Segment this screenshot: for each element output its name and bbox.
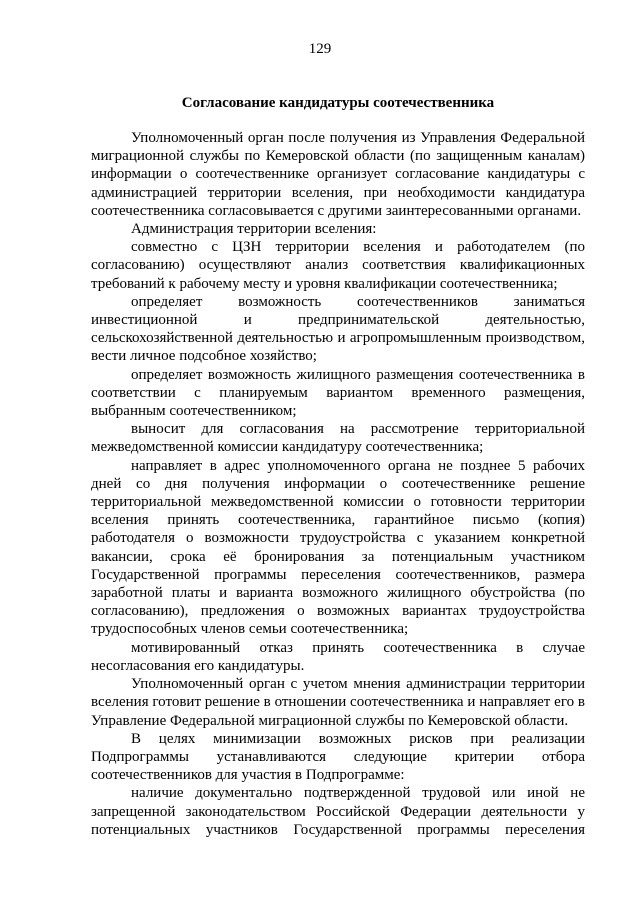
section-title: Согласование кандидатуры соотечественника [181, 95, 495, 111]
paragraph: Администрация территории вселения: [131, 221, 377, 238]
body-text [91, 129, 585, 839]
paragraph: Уполномоченный орган после получения из Управления Федеральной миграционной службы по Кемеровской области (по защищенным каналам) информации о соотечественнике организует согласование кандидатуры с администрацией территории вселения, при необходимости кандидатура соотечественника согласовывается с другими заинтересованными органами. [91, 130, 585, 219]
paragraph: определяет возможность жилищного размещения соотечественника в соответствии с планируемым вариантом временного размещения, выбранным соотечественником; [91, 366, 585, 420]
paragraph: В целях минимизации возможных рисков при реализации Подпрограммы устанавливаются следующие критерии отбора соотечественников для участия в Подпрограмме: [91, 730, 585, 784]
paragraph: выносит для согласования на рассмотрение территориальной межведомственной комиссии кандидатуру соотечественника; [91, 421, 585, 456]
paragraph: направляет в адрес уполномоченного органа не позднее 5 рабочих дней со дня получения информации о соотечественнике решение территориальной межведомственной комиссии о готовности территории вселения принять соотечественника, гарантийное письмо (копия) работодателя о возможности трудоустройства с указанием конкретной вакансии, срока её бронирования за потенциальным участником Государственной программы переселения соотечественников, размера заработной платы и варианта возможного жилищного обустройства (по согласованию), предложения о возможных вариантах трудоустройства трудоспособных членов семьи соотечественника; [91, 457, 585, 638]
paragraph: определяет возможность соотечественников заниматься инвестиционной и предпринимательской деятельностью, сельскохозяйственной деятельностью и агропромышленным производством, вести личное подсобное хозяйство; [91, 293, 585, 365]
paragraph: мотивированный отказ принять соотечественника в случае несогласования его кандидатуры. [91, 639, 585, 674]
paragraph: наличие документально подтвержденной трудовой или иной не запрещенной законодательством Российской Федерации деятельности у потенциальных участников Государственной программы переселения [91, 785, 585, 838]
paragraph: Уполномоченный орган с учетом мнения администрации территории вселения готовит решение в отношении соотечественника и направляет его в Управление Федеральной миграционной службы по Кемеровской области. [91, 676, 585, 729]
paragraph: совместно с ЦЗН территории вселения и работодателем (по согласованию) осуществляют анализ соответствия квалификационных требований к рабочему месту и уровня квалификации соотечественника; [91, 239, 585, 292]
page-number: 129 [308, 41, 332, 57]
